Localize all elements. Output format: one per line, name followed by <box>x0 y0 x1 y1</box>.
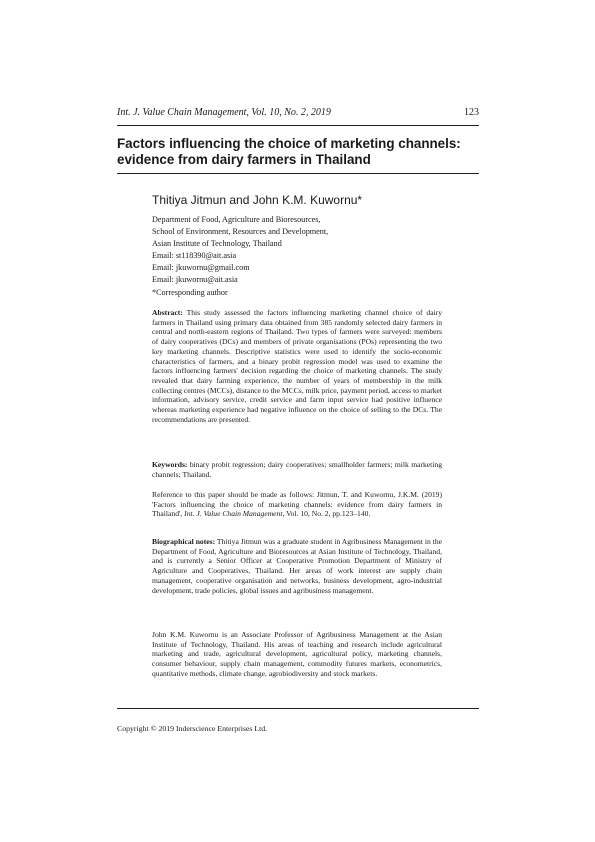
citation-reference <box>152 490 442 519</box>
bio-label: Biographical notes: <box>152 537 216 546</box>
keywords-label: Keywords: <box>152 460 188 469</box>
corresponding-author-note: *Corresponding author <box>152 287 228 297</box>
keywords <box>152 460 442 479</box>
journal-citation: Int. J. Value Chain Management, Vol. 10, No. 2, 2019 <box>117 107 331 118</box>
affiliation-line: Department of Food, Agriculture and Bioresources, <box>152 215 321 224</box>
paper-title <box>117 136 487 168</box>
reference-journal: Int. J. Value Chain Management <box>184 509 283 519</box>
bio-jitmun: Thitiya Jitmun was a graduate student in Agribusiness Management in the Department of Food, Agriculture and Bioresources at Asian Institute of Technology, Thailand, and is currently a Senior Officer at Cooperative Promotion Department of Ministry of Agriculture and Cooperatives, Thailand. Her areas of work interest are supply chain management, cooperative organisation and networks, business development, agro-industrial development, trade policies, global issues and agribusiness management. <box>152 537 442 595</box>
author-affiliations <box>152 214 472 299</box>
header-rule <box>117 125 479 126</box>
email-line: Email: jkuwornu@gmail.com <box>152 263 250 273</box>
author-names: Thitiya Jitmun and John K.M. Kuwornu* <box>152 193 363 207</box>
email-line: Email: st118390@ait.asia <box>152 251 237 261</box>
copyright-notice: Copyright © 2019 Inderscience Enterprises Ltd. <box>117 724 268 733</box>
bio-kuwornu: John K.M. Kuwornu is an Associate Professor of Agribusiness Management at the Asian Institute of Technology, Thailand. His areas of teaching and research include agricultural marketing and trade, agricultural development, agricultural policy, marketing channels, consumer behaviour, supply chain management, commodity futures markets, econometrics, quantitative methods, climate change, agrobiodiversity and stock markets. <box>152 630 442 678</box>
abstract-label: Abstract: <box>152 308 183 317</box>
abstract-text: This study assessed the factors influencing marketing channel choice of dairy farmers in Thailand using primary data obtained from 385 randomly selected dairy farmers in central and north-eastern regions of Thailand. Two types of farmers were surveyed: members of dairy cooperatives (DCs) and members of private organisations (POs) representing the two key marketing channels. Descriptive statistics were used to identify the socio-economic characteristics of farmers, and a binary probit regression model was used to examine the factors influencing farmers' decision regarding the choice of marketing channels. The study revealed that dairy farming experience, the number of years of membership in the milk collecting centres (MCCs), distance to the MCCs, milk price, payment period, access to market information, advisory service, credit service and farm input service had positive influence whereas marketing experience had negative influence on the choice of selling to the DCs. The recommendations are presented. <box>152 308 442 424</box>
footer-rule <box>117 708 479 709</box>
abstract <box>152 308 442 424</box>
affiliation-line: School of Environment, Resources and Development, <box>152 227 329 237</box>
affiliation-line: Asian Institute of Technology, Thailand <box>152 239 282 249</box>
title-rule <box>117 173 479 174</box>
title-line-2: evidence from dairy farmers in Thailand <box>117 152 371 167</box>
running-header <box>117 107 479 121</box>
biographical-notes <box>152 537 442 595</box>
keywords-text: binary probit regression; dairy cooperatives; smallholder farmers; milk marketing channels; Thailand. <box>152 460 442 479</box>
email-line: Email: jkuwornu@ait.asia <box>152 275 238 285</box>
page-number: 123 <box>464 107 479 118</box>
reference-text: Reference to this paper should be made as follows: Jitmun, T. and Kuwornu, J.K.M. (2019) 'Factors influencing the choice of marketing channels: evidence from dairy farmers in Thailand', <box>152 490 442 519</box>
reference-volume: , Vol. 10, No. 2, pp.123–140. <box>282 509 371 519</box>
title-line-1: Factors influencing the choice of marketing channels: <box>117 136 461 151</box>
